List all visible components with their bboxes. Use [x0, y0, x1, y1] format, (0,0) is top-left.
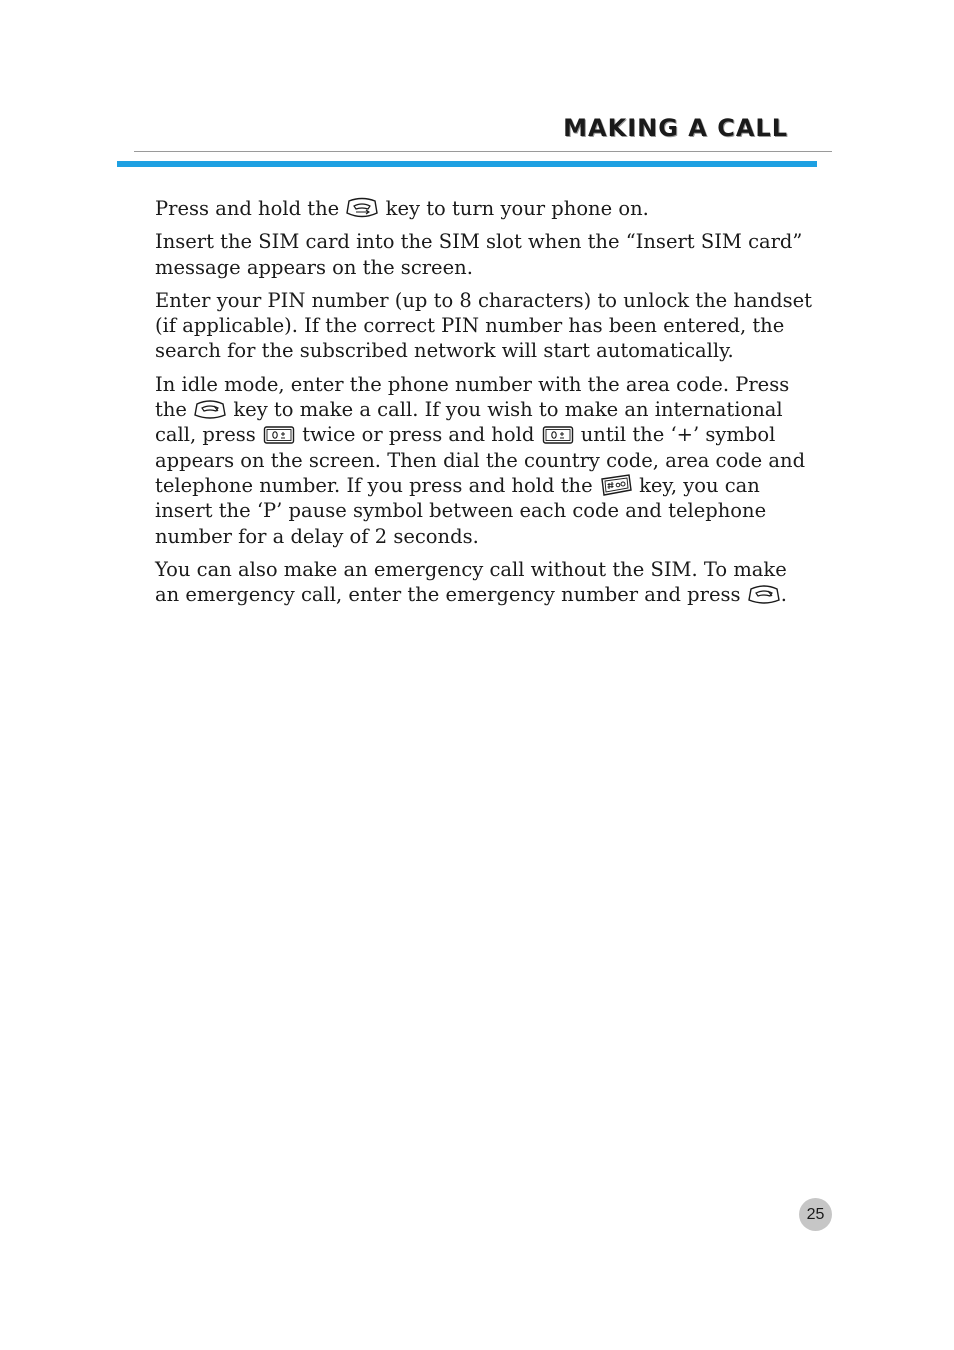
- title-underline: [134, 151, 832, 152]
- text: until the ‘+’ symbol appears on the screen. Then dial the country code, area code and telephone number. If you press and hold the: [155, 423, 806, 497]
- text: Press and hold the: [155, 197, 340, 220]
- paragraph-insert-sim: [155, 229, 817, 280]
- end-power-key-icon: [346, 197, 378, 219]
- text: key to turn your phone on.: [385, 197, 649, 220]
- page-number: 25: [806, 1205, 825, 1223]
- page-title: MAKING A CALL: [563, 114, 788, 142]
- send-key-icon: [194, 398, 226, 420]
- text: In idle mode, enter the phone number with the area code. Press the: [155, 372, 790, 422]
- send-key-icon: [748, 583, 780, 605]
- text: key to make a call. If you wish to make an international call, press: [155, 398, 783, 447]
- body-content: [155, 196, 817, 615]
- paragraph-make-call: [155, 372, 817, 549]
- zero-key-icon: [542, 425, 574, 445]
- accent-rule: [117, 161, 817, 167]
- paragraph-emergency-call: [155, 557, 817, 608]
- text: .: [780, 583, 787, 607]
- hash-key-icon: [600, 474, 632, 496]
- text: You can also make an emergency call without the SIM. To make an emergency call, enter the emergency number and press: [155, 557, 787, 607]
- paragraph-enter-pin: [155, 288, 817, 364]
- text: Insert the SIM card into the SIM slot when the “Insert SIM card” message appears on the screen.: [155, 230, 803, 279]
- page-number-badge: [799, 1198, 832, 1231]
- text: twice or press and hold: [302, 423, 535, 447]
- text: Enter your PIN number (up to 8 characters) to unlock the handset (if applicable). If the correct PIN number has been entered, the search for the subscribed network will start automatically.: [155, 288, 813, 363]
- paragraph-power-on: [155, 196, 817, 221]
- text: key, you can insert the ‘P’ pause symbol between each code and telephone number for a delay of 2 seconds.: [155, 473, 767, 548]
- zero-key-icon: [263, 425, 295, 445]
